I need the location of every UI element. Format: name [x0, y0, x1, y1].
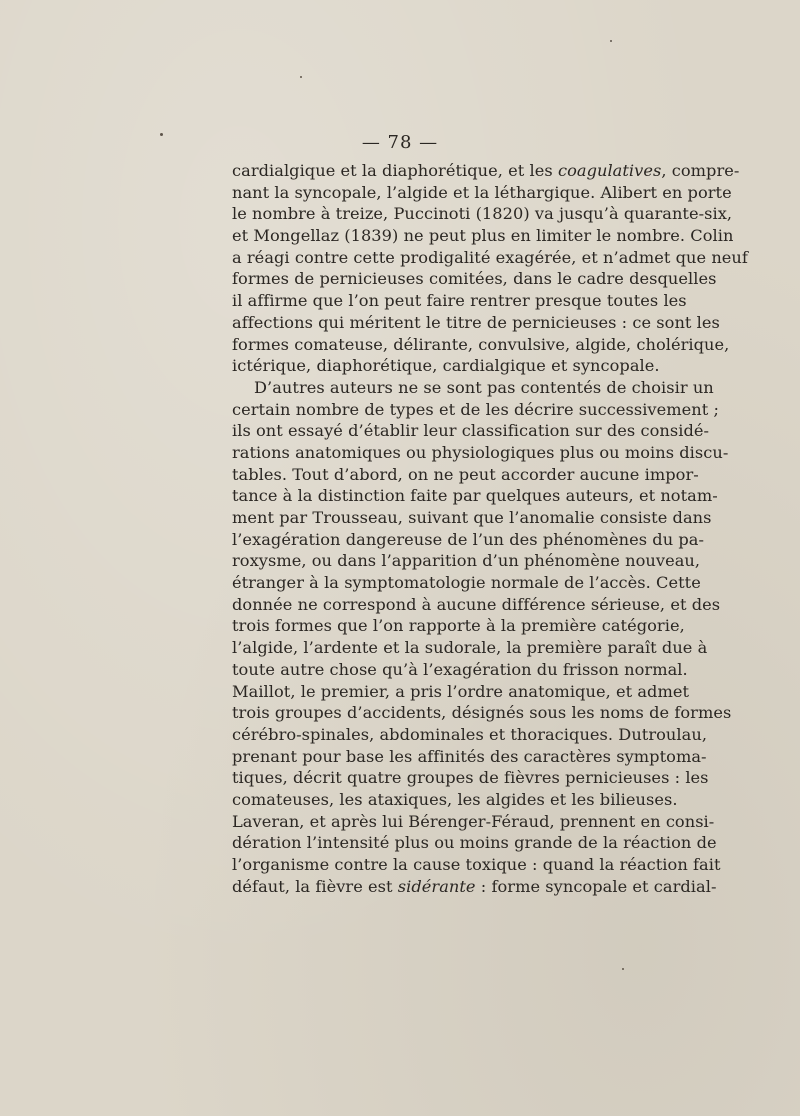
text-line [232, 550, 701, 572]
text-run: : forme syncopale et cardial- [475, 876, 717, 896]
text-run: formes comateuse, délirante, convulsive, algide, cholérique, [232, 334, 730, 354]
text-line [232, 290, 687, 312]
text-run: tables. Tout d’abord, on ne peut accorder aucune impor- [232, 464, 699, 484]
text-run: il affirme que l’on peut faire rentrer presque toutes les [232, 291, 687, 311]
text-run: cardialgique et la diaphorétique, et les [232, 161, 558, 180]
text-line [232, 832, 717, 854]
body-text [232, 160, 748, 897]
text-run: l’exagération dangereuse de l’un des phénomènes du pa- [232, 529, 705, 549]
text-line [232, 420, 710, 442]
text-run: trois formes que l’on rapporte à la première catégorie, [232, 616, 685, 636]
text-line [232, 160, 740, 182]
text-run: a réagi contre cette prodigalité exagérée, et n’admet que neuf [232, 247, 748, 267]
text-line [232, 442, 729, 464]
text-run: Maillot, le premier, a pris l’ordre anatomique, et admet [232, 681, 690, 701]
text-run: formes de pernicieuses comitées, dans le cadre desquelles [232, 269, 717, 289]
text-run: , compre- [661, 161, 740, 180]
text-run: prenant pour base les affinités des caractères symptoma- [232, 746, 707, 766]
text-line [232, 203, 733, 225]
text-line [232, 312, 720, 334]
text-line [232, 767, 709, 789]
text-run: le nombre à treize, Puccinoti (1820) va jusqu’à quarante-six, [232, 204, 733, 224]
text-line [232, 247, 748, 269]
text-line [232, 377, 714, 399]
text-line [232, 355, 672, 377]
page-number: — 78 — [361, 132, 439, 153]
text-line [232, 182, 732, 204]
text-line [232, 615, 685, 637]
text-line [232, 334, 730, 356]
text-run: toute autre chose qu’à l’exagération du frisson normal. [232, 659, 688, 679]
text-line [232, 789, 678, 811]
text-run: D’autres auteurs ne se sont pas contentés de choisir un [254, 377, 714, 397]
paper-speck [160, 133, 163, 136]
text-line [232, 594, 721, 616]
text-run: défaut, la fièvre est [232, 876, 398, 896]
text-line [232, 746, 707, 768]
paper-speck [622, 968, 624, 970]
text-line [232, 811, 715, 833]
text-run: rations anatomiques ou physiologiques plus ou moins discu- [232, 442, 729, 462]
text-line [232, 529, 705, 551]
text-run: affections qui méritent le titre de pernicieuses : ce sont les [232, 312, 720, 332]
text-line [232, 724, 708, 746]
text-run: dération l’intensité plus ou moins grande de la réaction de [232, 833, 717, 853]
text-run: comateuses, les ataxiques, les algides et les bilieuses. [232, 789, 678, 809]
paper-speck [300, 76, 302, 78]
text-line [232, 225, 734, 247]
text-run: ictérique, diaphorétique, cardialgique et syncopale. [232, 356, 660, 376]
text-run: trois groupes d’accidents, désignés sous les noms de formes [232, 703, 732, 723]
text-line [232, 399, 719, 421]
text-run: nant la syncopale, l’algide et la léthargique. Alibert en porte [232, 182, 732, 202]
text-run: l’organisme contre la cause toxique : quand la réaction fait [232, 855, 721, 874]
text-line [232, 637, 708, 659]
text-run: roxysme, ou dans l’apparition d’un phénomène nouveau, [232, 551, 701, 571]
italic-text-run: sidérante [397, 876, 476, 896]
text-run: certain nombre de types et de les décrire successivement ; [232, 399, 719, 419]
text-run: cérébro-spinales, abdominales et thoraciques. Dutroulau, [232, 724, 708, 744]
text-line [232, 659, 688, 681]
paper-speck [610, 40, 612, 42]
text-run: donnée ne correspond à aucune différence sérieuse, et des [232, 594, 721, 614]
text-run: et Mongellaz (1839) ne peut plus en limiter le nombre. Colin [232, 226, 734, 246]
text-line [232, 485, 718, 507]
text-line [232, 268, 717, 290]
text-line [232, 854, 721, 876]
text-run: ment par Trousseau, suivant que l’anomalie consiste dans [232, 508, 712, 527]
text-run: tiques, décrit quatre groupes de fièvres pernicieuses : les [232, 768, 709, 788]
text-line [232, 507, 712, 529]
text-line [232, 464, 699, 486]
italic-text-run: coagulatives [557, 161, 662, 180]
text-line [232, 702, 732, 724]
text-run: l’algide, l’ardente et la sudorale, la première paraît due à [232, 638, 708, 658]
text-run: ils ont essayé d’établir leur classification sur des considé- [232, 421, 710, 441]
text-run: étranger à la symptomatologie normale de l’accès. Cette [232, 573, 701, 593]
text-line [232, 572, 701, 594]
text-line [232, 876, 717, 898]
text-run: tance à la distinction faite par quelques auteurs, et notam- [232, 486, 718, 506]
text-line [232, 681, 690, 703]
text-run: Laveran, et après lui Bérenger-Féraud, prennent en consi- [232, 811, 715, 831]
